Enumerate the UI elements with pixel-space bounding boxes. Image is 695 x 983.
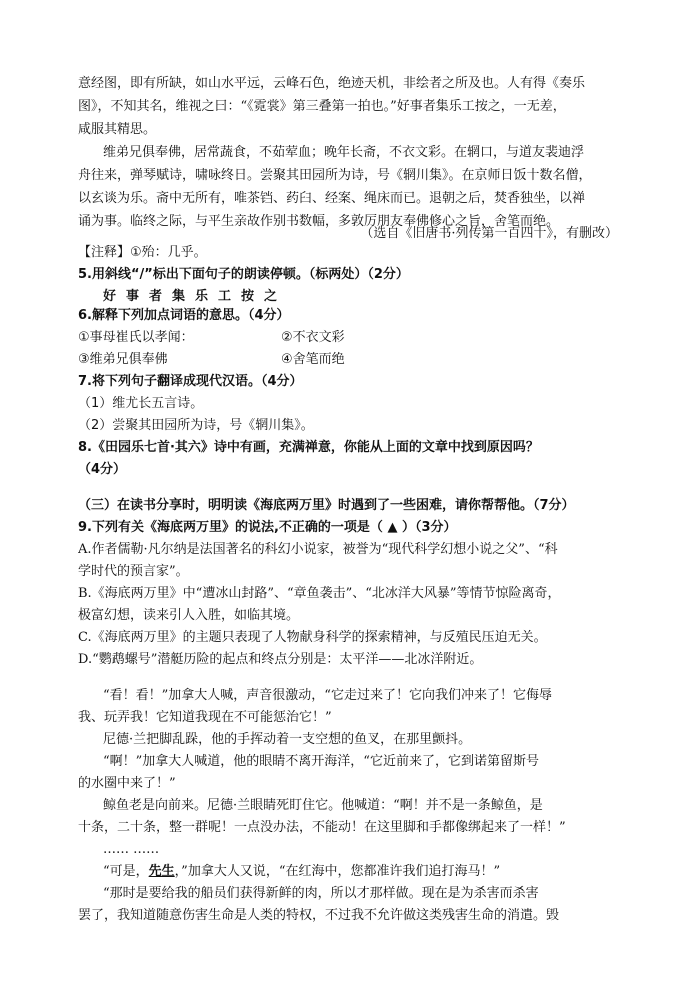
question-6-item: ②不衣文彩 <box>281 330 345 345</box>
question-7-title: 7.将下列句子翻译成现代汉语。（4分） <box>78 374 303 389</box>
passage-line: 诵为事。临终之际，与平生亲故作别书数幅，多敦厉朋友奉佛修心之旨，舍笔而绝。 <box>78 214 560 229</box>
excerpt-line: 鲸鱼老是向前来。尼德·兰眼睛死盯住它。他喊道：“啊！并不是一条鲸鱼，是 <box>103 798 543 813</box>
question-6-item: ③维弟兄俱奉佛 <box>78 352 168 367</box>
question-8-score: （4分） <box>78 462 127 477</box>
excerpt-line: 尼德·兰把脚乱跺，他的手挥动着一支空想的鱼叉，在那里颤抖。 <box>103 732 472 747</box>
question-9-option: 学时代的预言家”。 <box>78 564 189 579</box>
passage-line: 维弟兄俱奉佛，居常蔬食，不茹荤血；晚年长斋，不衣文彩。在辋口，与道友裴迪浮 <box>103 145 585 160</box>
question-9-option: 极富幻想，读来引人入胜，如临其境。 <box>78 608 300 623</box>
passage-line: 舟往来，弹琴赋诗，啸咏终日。尝聚其田园所为诗，号《辋川集》。在京师日饭十数名僧， <box>78 168 592 183</box>
question-6-row <box>78 328 618 348</box>
passage-line: 以玄谈为乐。斋中无所有，唯茶铛、药臼、经案、绳床而已。退朝之后，焚香独坐，以禅 <box>78 191 586 206</box>
question-5-sentence: 好事者集乐工按之 <box>103 289 288 304</box>
question-6-row <box>78 350 618 370</box>
excerpt-line <box>103 862 618 882</box>
section-3-heading: （三）在读书分享时，明明读《海底两万里》时遇到了一些困难，请你帮帮他。（7分） <box>78 498 575 513</box>
question-6-item: ④舍笔而绝 <box>281 352 345 367</box>
excerpt-underlined-word: 先生 <box>148 864 175 879</box>
excerpt-line: 十条，二十条，整一群呢！一点没办法，不能动！在这里脚和手都像绑起来了一样！” <box>78 820 566 835</box>
excerpt-ellipsis: …… …… <box>103 842 160 857</box>
excerpt-line: “啊！”加拿大人喊道，他的眼睛不离开海洋，“它近前来了，它到诺第留斯号 <box>103 754 539 769</box>
excerpt-text: “可是， <box>103 864 149 879</box>
excerpt-line: “那时是要给我的船员们获得新鲜的肉，所以才那样做。现在是为杀害而杀害 <box>103 886 539 901</box>
excerpt-text: ，”加拿大人又说，“在红海中，您都准许我们追打海马！” <box>174 864 501 879</box>
excerpt-line: “看！看！”加拿大人喊，声音很激动，“它走过来了！它向我们冲来了！它侮辱 <box>103 688 552 703</box>
passage-line: 咸服其精思。 <box>78 122 157 137</box>
annotation-note: 【注释】①殆：几乎。 <box>78 245 207 260</box>
question-9-option: C.《海底两万里》的主题只表现了人物献身科学的探索精神，与反殖民压迫无关。 <box>78 630 547 645</box>
question-7-item: （2）尝聚其田园所为诗，号《辋川集》。 <box>78 418 314 433</box>
question-6-item: ①事母崔氏以孝闻： <box>78 330 194 345</box>
question-8-title: 8.《田园乐七首·其六》诗中有画，充满禅意，你能从上面的文章中找到原因吗？ <box>78 440 539 455</box>
excerpt-line: 罢了，我知道随意伤害生命是人类的特权，不过我不允许做这类残害生命的消遣。毁 <box>78 908 560 923</box>
excerpt-line: 的水圈中来了！” <box>78 776 176 791</box>
question-7-item: （1）维尤长五言诗。 <box>78 396 204 411</box>
question-9-option: B.《海底两万里》中“遭冰山封路”、“章鱼袭击”、“北冰洋大风暴”等情节惊险离奇， <box>78 586 561 601</box>
question-9-option: D.“鹦鹉螺号”潜艇历险的起点和终点分别是：太平洋——北冰洋附近。 <box>78 652 483 667</box>
question-5-title: 5.用斜线“/”标出下面句子的朗读停顿。（标两处）（2分） <box>78 267 409 282</box>
question-9-option: A.作者儒勒·凡尔纳是法国著名的科幻小说家，被誉为“现代科学幻想小说之父”、“科 <box>78 542 558 557</box>
passage-source: （选自《旧唐书·列传第一百四十》，有删改） <box>360 226 618 241</box>
question-6-title: 6.解释下列加点词语的意思。（4分） <box>78 308 290 323</box>
question-9-title: 9.下列有关《海底两万里》的说法,不正确的一项是（ ▲ ）（3分） <box>78 520 457 535</box>
excerpt-line: 我、玩弄我！它知道我现在不可能惩治它！” <box>78 710 332 725</box>
passage-line: 图》，不知其名，维视之曰：“《霓裳》第三叠第一拍也。”好事者集乐工按之，一无差， <box>78 99 566 114</box>
passage-line: 意经图，即有所缺，如山水平远，云峰石色，绝迹天机，非绘者之所及也。人有得《奏乐 <box>78 76 586 91</box>
